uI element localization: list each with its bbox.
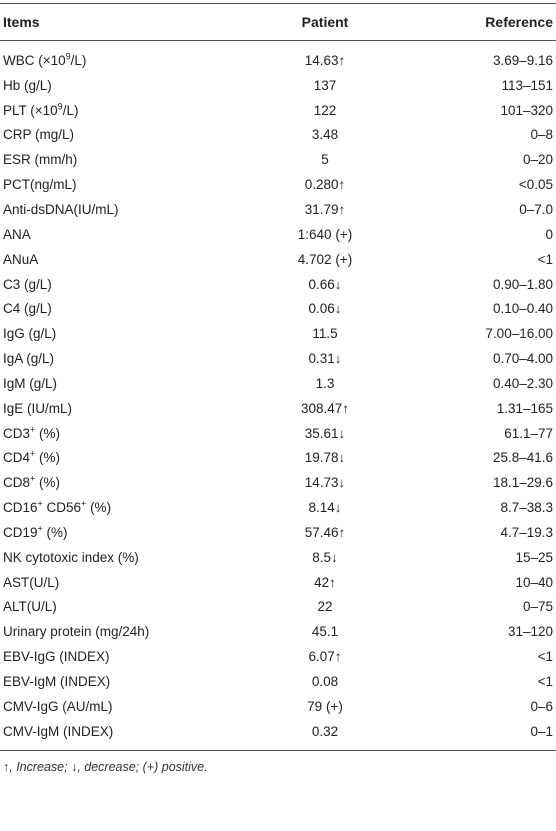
item-text: CD56 bbox=[42, 500, 82, 516]
cell-item bbox=[0, 351, 243, 366]
cell-item bbox=[0, 426, 243, 441]
cell-reference: <0.05 bbox=[518, 177, 553, 193]
table-row bbox=[0, 247, 556, 272]
cell-item bbox=[0, 500, 243, 515]
cell-item bbox=[0, 699, 243, 714]
bottom-rule bbox=[0, 750, 556, 751]
cell-item bbox=[0, 550, 243, 565]
item-text: WBC (×10 bbox=[3, 52, 66, 68]
item-text: IgA (g/L) bbox=[3, 351, 55, 367]
item-text: CD3 bbox=[3, 425, 31, 441]
table-row bbox=[0, 545, 556, 570]
cell-item bbox=[0, 227, 243, 242]
cell-item bbox=[0, 152, 243, 167]
item-text: PLT (×10 bbox=[3, 102, 58, 118]
cell-reference: 0–8 bbox=[530, 127, 553, 143]
cell-reference: <1 bbox=[537, 674, 553, 690]
cell-patient: 19.78↓ bbox=[304, 450, 346, 466]
cell-item bbox=[0, 103, 243, 118]
cell-reference: 25.8–41.6 bbox=[492, 450, 553, 466]
cell-reference: 0–20 bbox=[522, 152, 553, 168]
cell-reference: <1 bbox=[537, 649, 553, 665]
table-row bbox=[0, 619, 556, 644]
cell-patient: 8.5↓ bbox=[312, 549, 338, 565]
cell-item bbox=[0, 301, 243, 316]
item-text: Hb (g/L) bbox=[3, 77, 52, 93]
item-text: ALT(U/L) bbox=[3, 599, 57, 615]
item-text: EBV-IgM (INDEX) bbox=[3, 674, 111, 690]
table-row bbox=[0, 371, 556, 396]
cell-patient: 122 bbox=[313, 102, 337, 118]
item-text: CMV-IgG (AU/mL) bbox=[3, 698, 113, 714]
table-row bbox=[0, 73, 556, 98]
cell-item bbox=[0, 724, 243, 739]
item-text: CMV-IgM (INDEX) bbox=[3, 723, 114, 739]
table-row bbox=[0, 48, 556, 73]
table-row bbox=[0, 570, 556, 595]
table-row bbox=[0, 272, 556, 297]
header-patient: Patient bbox=[301, 14, 349, 30]
item-text: /L) bbox=[70, 52, 87, 68]
table-body bbox=[0, 41, 556, 750]
cell-reference: 3.69–9.16 bbox=[492, 52, 553, 68]
item-text: AST(U/L) bbox=[3, 574, 60, 590]
cell-item bbox=[0, 326, 243, 341]
cell-patient: 137 bbox=[313, 77, 337, 93]
item-text: (%) bbox=[35, 450, 61, 466]
cell-patient: 5 bbox=[321, 152, 329, 168]
table-row bbox=[0, 495, 556, 520]
lab-results-table bbox=[0, 3, 556, 774]
item-text: CD19 bbox=[3, 524, 38, 540]
cell-reference: 10–40 bbox=[515, 574, 553, 590]
cell-item bbox=[0, 252, 243, 267]
item-text: ESR (mm/h) bbox=[3, 152, 78, 168]
cell-item bbox=[0, 78, 243, 93]
item-superscript: 9 bbox=[57, 101, 63, 112]
cell-patient: 308.47↑ bbox=[300, 400, 350, 416]
item-text: (%) bbox=[86, 500, 112, 516]
cell-item bbox=[0, 53, 243, 68]
cell-item bbox=[0, 624, 243, 639]
item-text: (%) bbox=[35, 475, 61, 491]
cell-patient: 0.280↑ bbox=[304, 177, 346, 193]
item-superscript: + bbox=[37, 523, 43, 534]
cell-reference: 4.7–19.3 bbox=[500, 524, 553, 540]
cell-item bbox=[0, 376, 243, 391]
item-text: CD16 bbox=[3, 500, 38, 516]
cell-patient: 6.07↑ bbox=[308, 649, 342, 665]
cell-patient: 4.702 (+) bbox=[297, 251, 353, 267]
cell-reference: 0–7.0 bbox=[519, 201, 553, 217]
cell-reference: 31–120 bbox=[507, 624, 553, 640]
item-text: ANuA bbox=[3, 251, 39, 267]
table-row bbox=[0, 470, 556, 495]
cell-reference: 0–75 bbox=[522, 599, 553, 615]
item-text: CD4 bbox=[3, 450, 31, 466]
cell-item bbox=[0, 575, 243, 590]
cell-reference: 15–25 bbox=[515, 549, 553, 565]
item-text: EBV-IgG (INDEX) bbox=[3, 649, 110, 665]
cell-patient: 35.61↓ bbox=[304, 425, 346, 441]
item-text: /L) bbox=[62, 102, 79, 118]
cell-item bbox=[0, 525, 243, 540]
cell-patient: 0.08 bbox=[311, 674, 339, 690]
table-row bbox=[0, 98, 556, 123]
cell-reference: 0 bbox=[545, 226, 553, 242]
cell-reference: 0.90–1.80 bbox=[492, 276, 553, 292]
cell-patient: 42↑ bbox=[314, 574, 336, 590]
item-superscript: + bbox=[30, 473, 36, 484]
cell-patient: 31.79↑ bbox=[304, 201, 346, 217]
cell-item bbox=[0, 649, 243, 664]
item-text: IgG (g/L) bbox=[3, 326, 57, 342]
cell-reference: <1 bbox=[537, 251, 553, 267]
table-header bbox=[0, 4, 556, 40]
cell-item bbox=[0, 177, 243, 192]
cell-item bbox=[0, 277, 243, 292]
item-text: C3 (g/L) bbox=[3, 276, 52, 292]
table-row bbox=[0, 172, 556, 197]
cell-patient: 45.1 bbox=[311, 624, 339, 640]
cell-item bbox=[0, 202, 243, 217]
table-row bbox=[0, 396, 556, 421]
cell-reference: 0.40–2.30 bbox=[492, 375, 553, 391]
cell-patient: 14.73↓ bbox=[304, 475, 346, 491]
cell-item bbox=[0, 674, 243, 689]
item-superscript: + bbox=[30, 448, 36, 459]
cell-patient: 14.63↑ bbox=[304, 52, 346, 68]
item-text: C4 (g/L) bbox=[3, 301, 52, 317]
cell-patient: 22 bbox=[317, 599, 333, 615]
cell-patient: 79 (+) bbox=[307, 698, 343, 714]
cell-patient: 3.48 bbox=[311, 127, 339, 143]
table-row bbox=[0, 123, 556, 148]
item-text: ANA bbox=[3, 226, 31, 242]
cell-patient: 1.3 bbox=[315, 375, 335, 391]
item-text: (%) bbox=[35, 425, 61, 441]
item-text: (%) bbox=[42, 524, 68, 540]
item-text: IgM (g/L) bbox=[3, 375, 58, 391]
cell-reference: 0–6 bbox=[530, 698, 553, 714]
cell-reference: 0–1 bbox=[530, 723, 553, 739]
table-row bbox=[0, 694, 556, 719]
item-text: CD8 bbox=[3, 475, 31, 491]
cell-item bbox=[0, 127, 243, 142]
cell-patient: 0.31↓ bbox=[308, 351, 342, 367]
cell-item bbox=[0, 475, 243, 490]
table-row bbox=[0, 446, 556, 471]
cell-patient: 11.5 bbox=[312, 326, 338, 342]
cell-patient: 0.32 bbox=[311, 723, 339, 739]
cell-reference: 61.1–77 bbox=[504, 425, 553, 441]
table-row bbox=[0, 321, 556, 346]
table-row bbox=[0, 669, 556, 694]
item-superscript: + bbox=[30, 424, 36, 435]
table-row bbox=[0, 197, 556, 222]
table-row bbox=[0, 595, 556, 620]
item-text: CRP (mg/L) bbox=[3, 127, 75, 143]
item-text: Anti-dsDNA(IU/mL) bbox=[3, 201, 119, 217]
item-superscript: + bbox=[37, 498, 43, 509]
cell-reference: 101–320 bbox=[500, 102, 553, 118]
table-row bbox=[0, 644, 556, 669]
cell-item bbox=[0, 401, 243, 416]
table-row bbox=[0, 222, 556, 247]
item-text: IgE (IU/mL) bbox=[3, 400, 73, 416]
cell-reference: 1.31–165 bbox=[496, 400, 553, 416]
footnote: ↑, Increase; ↓, decrease; (+) positive. bbox=[3, 759, 208, 774]
table-row bbox=[0, 719, 556, 744]
cell-reference: 113–151 bbox=[501, 77, 553, 93]
table-row bbox=[0, 147, 556, 172]
cell-patient: 8.14↓ bbox=[308, 500, 342, 516]
header-items: Items bbox=[3, 14, 40, 30]
cell-item bbox=[0, 599, 243, 614]
cell-reference: 7.00–16.00 bbox=[485, 326, 553, 342]
item-text: Urinary protein (mg/24h) bbox=[3, 624, 150, 640]
cell-reference: 0.10–0.40 bbox=[492, 301, 553, 317]
item-text: PCT(ng/mL) bbox=[3, 177, 77, 193]
table-row bbox=[0, 520, 556, 545]
item-text: NK cytotoxic index (%) bbox=[3, 549, 139, 565]
table-row bbox=[0, 346, 556, 371]
table-row bbox=[0, 421, 556, 446]
cell-patient: 0.06↓ bbox=[308, 301, 342, 317]
cell-patient: 57.46↑ bbox=[304, 524, 346, 540]
cell-reference: 18.1–29.6 bbox=[492, 475, 553, 491]
header-reference: Reference bbox=[485, 14, 553, 30]
item-superscript: 9 bbox=[65, 51, 71, 62]
cell-patient: 1:640 (+) bbox=[297, 226, 353, 242]
cell-item bbox=[0, 450, 243, 465]
cell-reference: 8.7–38.3 bbox=[500, 500, 553, 516]
item-superscript: + bbox=[81, 498, 87, 509]
cell-reference: 0.70–4.00 bbox=[492, 351, 553, 367]
table-row bbox=[0, 296, 556, 321]
cell-patient: 0.66↓ bbox=[308, 276, 342, 292]
